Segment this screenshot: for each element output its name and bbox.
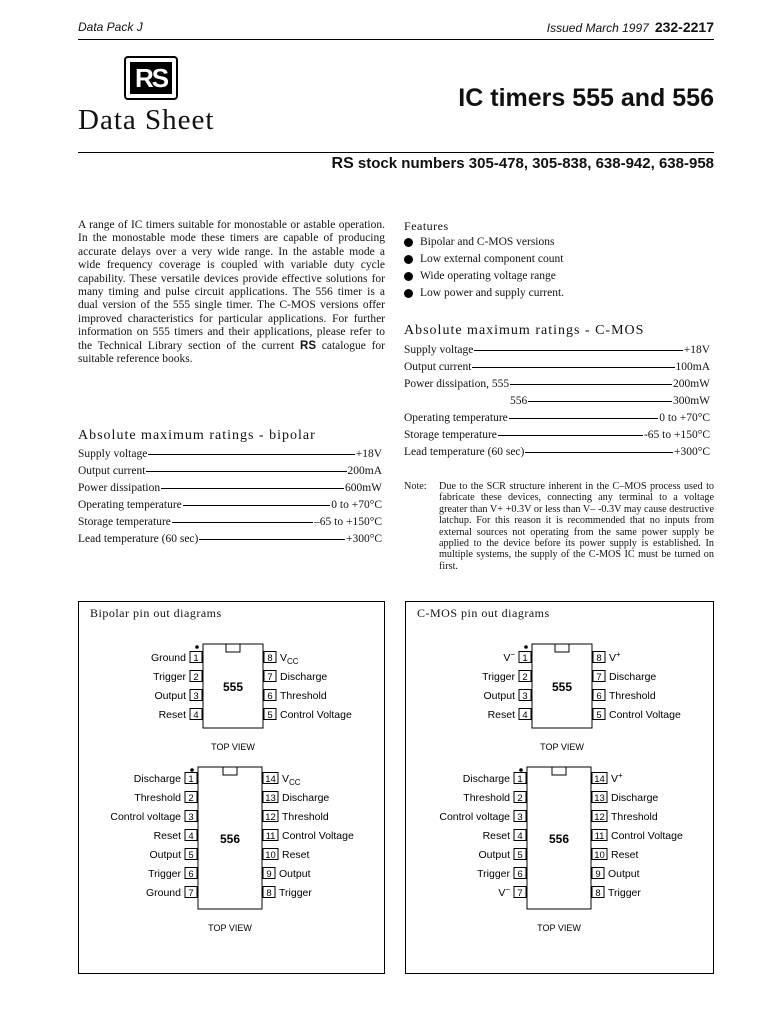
intro-text-end: catalogue for suitable reference books. <box>78 339 386 366</box>
pin-label: Trigger <box>279 887 312 899</box>
pin-number: 4 <box>193 710 199 721</box>
rating-label: Operating temperature <box>404 412 508 424</box>
pin-number: 3 <box>522 691 528 702</box>
leader-line <box>498 435 643 436</box>
bipolar-ratings-table <box>78 446 382 548</box>
pin-label: Output <box>478 849 510 861</box>
pin-label: Output <box>149 849 181 861</box>
pin-label: Ground <box>145 887 181 899</box>
leader-line <box>525 452 673 453</box>
pin-number: 12 <box>594 812 605 823</box>
superscript-plus: + <box>618 771 623 780</box>
rating-label: Lead temperature (60 sec) <box>404 446 525 458</box>
pin-number: 10 <box>265 850 276 861</box>
leader-line <box>172 522 313 523</box>
rating-label: Storage temperature <box>404 429 497 441</box>
rating-label: Storage temperature <box>78 516 171 528</box>
pin-number: 9 <box>595 869 601 880</box>
bipolar-pinout-title: Bipolar pin out diagrams <box>90 606 222 620</box>
bullet-icon <box>404 255 413 264</box>
chip-label: 555 <box>222 680 244 694</box>
pin-label: Threshold <box>609 690 656 702</box>
pin-number: 14 <box>265 774 276 785</box>
pin-label: Threshold <box>611 811 658 823</box>
rating-label: Supply voltage <box>404 344 474 356</box>
pin-number: 5 <box>596 710 602 721</box>
header-rule <box>78 39 714 40</box>
pin-label: Reset <box>158 709 186 721</box>
rating-value: 300mW <box>672 395 710 407</box>
rating-label: Supply voltage <box>78 448 148 460</box>
pin-label: Reset <box>487 709 515 721</box>
pin-number: 2 <box>193 672 199 683</box>
leader-line <box>148 454 354 455</box>
feature-text: Bipolar and C-MOS versions <box>420 236 555 248</box>
rating-value: 0 to +70°C <box>331 499 382 511</box>
pin-label: Control Voltage <box>609 709 681 721</box>
pin-number: 11 <box>265 831 276 842</box>
bullet-icon <box>404 238 413 247</box>
pin-number: 5 <box>188 850 194 861</box>
pin-label: Threshold <box>463 792 510 804</box>
data-sheet-heading: Data Sheet <box>78 104 215 136</box>
pin-label: Output <box>154 690 186 702</box>
pin-number: 3 <box>188 812 194 823</box>
rating-row <box>404 444 710 461</box>
stock-numbers <box>332 155 714 173</box>
subscript-cc: CC <box>289 778 301 787</box>
rating-row <box>404 410 710 427</box>
pin-number: 7 <box>517 888 523 899</box>
pin-label: Reset <box>611 849 639 861</box>
pin-number: 3 <box>517 812 523 823</box>
ic-notch <box>223 767 237 775</box>
chip-label: 556 <box>548 832 570 846</box>
rating-value: +18V <box>683 344 710 356</box>
rating-value: +300°C <box>345 533 382 545</box>
pin1-dot <box>190 768 194 772</box>
pin-number: 4 <box>188 831 194 842</box>
pin-label: Reset <box>482 830 510 842</box>
pin-number: 6 <box>267 691 273 702</box>
pin-label: Control Voltage <box>611 830 683 842</box>
leader-line <box>528 401 672 402</box>
pin-label: Threshold <box>134 792 181 804</box>
pin-number: 8 <box>266 888 272 899</box>
rating-row <box>78 531 382 548</box>
bullet-icon <box>404 289 413 298</box>
pin-number: 10 <box>594 850 605 861</box>
bipolar-ratings-heading: Absolute maximum ratings - bipolar <box>78 428 316 443</box>
pin-label: $V_{CC}$ <box>282 773 301 787</box>
rating-value: -65 to +150°C <box>643 429 710 441</box>
rating-row <box>78 497 382 514</box>
data-pack-label: Data Pack J <box>78 20 143 34</box>
leader-line <box>474 350 682 351</box>
pin-number: 13 <box>594 793 605 804</box>
pin-number: 1 <box>517 774 523 785</box>
pin-number: 6 <box>188 869 194 880</box>
feature-text: Wide operating voltage range <box>420 270 556 282</box>
ic-notch <box>555 644 569 652</box>
cmos-pinout-title: C-MOS pin out diagrams <box>417 606 550 620</box>
pin-number: 1 <box>188 774 194 785</box>
pin-number: 1 <box>193 653 199 664</box>
pin-label: $V_{CC}$ <box>280 652 299 666</box>
pin-number: 8 <box>596 653 602 664</box>
stock-list: stock numbers 305-478, 305-838, 638-942, 638-958 <box>353 155 714 172</box>
pin-number: 2 <box>517 793 523 804</box>
feature-item <box>404 234 564 251</box>
rating-row <box>404 359 710 376</box>
pin-label: Control Voltage <box>282 830 354 842</box>
superscript-minus: − <box>505 885 510 894</box>
rating-label: Output current <box>404 361 472 373</box>
rating-label: Operating temperature <box>78 499 182 511</box>
pin-label: Control Voltage <box>280 709 352 721</box>
pin-number: 8 <box>595 888 601 899</box>
note <box>404 481 714 572</box>
leader-line <box>183 505 331 506</box>
rating-row <box>78 514 382 531</box>
pin-number: 5 <box>267 710 273 721</box>
rs-logo-text: RS <box>130 62 172 94</box>
note-label: Note: <box>404 481 427 492</box>
intro-text: A range of IC timers suitable for monostable or astable operation. In the monostable mode these timers are capable of producing accurate delays over a very wide range. In the astable mode a wide frequency coverage is coupled with variable duty cycle capability. These versatile devices provide effective solutions for many timing and pulse circuit applications. The 556 timer is a dual version of the 555 single timer. The C-MOS versions offer improved characteristics for particular applications. For further information on 555 timers and their applications, please refer to the Technical Library section of the current <box>78 219 385 352</box>
pin-label: Discharge <box>282 792 330 804</box>
pin-label: Trigger <box>153 671 186 683</box>
bipolar-pinout-diagrams <box>79 602 384 973</box>
top-view-label: TOP VIEW <box>208 923 252 933</box>
ic-notch <box>552 767 566 775</box>
top-view-label: TOP VIEW <box>540 742 584 752</box>
pin-label: Discharge <box>280 671 328 683</box>
leader-line <box>161 488 344 489</box>
pin-number: 9 <box>266 869 272 880</box>
pin-number: 2 <box>188 793 194 804</box>
pin-number: 12 <box>265 812 276 823</box>
pin-number: 6 <box>517 869 523 880</box>
pin-number: 13 <box>265 793 276 804</box>
pin-label: Discharge <box>611 792 659 804</box>
rating-label: Output current <box>78 465 146 477</box>
rating-row <box>404 376 710 393</box>
rating-label: Power dissipation, 555 <box>404 378 510 390</box>
chip-label: 556 <box>219 832 241 846</box>
pin-label: V+ <box>609 650 621 664</box>
subscript-cc: CC <box>287 657 299 666</box>
pin-label: Ground <box>150 652 186 664</box>
superscript-plus: + <box>616 650 621 659</box>
leader-line <box>146 471 346 472</box>
rs-logo <box>124 56 178 100</box>
rating-row <box>404 342 710 359</box>
pin-label: Discharge <box>609 671 657 683</box>
pin-label: Threshold <box>282 811 329 823</box>
pin1-dot <box>519 768 523 772</box>
cmos-ratings-table <box>404 342 710 461</box>
pin-label: Trigger <box>477 868 510 880</box>
rating-value: 0 to +70°C <box>659 412 710 424</box>
feature-text: Low external component count <box>420 253 564 265</box>
pin1-dot <box>195 645 199 649</box>
pin-number: 5 <box>517 850 523 861</box>
pin-label: V− <box>498 885 510 899</box>
pin-number: 7 <box>596 672 602 683</box>
stock-rs: RS <box>331 155 354 172</box>
pin-label: V+ <box>611 771 623 785</box>
pin-number: 1 <box>522 653 528 664</box>
leader-line <box>472 367 674 368</box>
bipolar-pinout-box <box>78 601 385 974</box>
pin1-dot <box>524 645 528 649</box>
features-heading: Features <box>404 219 449 233</box>
bullet-icon <box>404 272 413 281</box>
issue-info <box>547 19 714 35</box>
features-list <box>404 234 564 302</box>
pin-label: Trigger <box>482 671 515 683</box>
feature-text: Low power and supply current. <box>420 287 565 299</box>
rating-row <box>78 446 382 463</box>
leader-line <box>509 418 659 419</box>
rating-value: 200mA <box>347 465 382 477</box>
rating-value: –65 to +150°C <box>314 516 382 528</box>
pin-label: Trigger <box>148 868 181 880</box>
rating-row <box>404 393 710 410</box>
pin-label: Reset <box>153 830 181 842</box>
superscript-minus: − <box>510 650 515 659</box>
pin-number: 8 <box>267 653 273 664</box>
cmos-ratings-heading: Absolute maximum ratings - C-MOS <box>404 323 645 338</box>
rating-row <box>78 480 382 497</box>
pin-label: Output <box>483 690 515 702</box>
rating-value: 200mW <box>672 378 710 390</box>
pin-label: Output <box>279 868 311 880</box>
pin-number: 14 <box>594 774 605 785</box>
cmos-pinout-diagrams <box>406 602 713 973</box>
cmos-pinout-box <box>405 601 714 974</box>
leader-line <box>510 384 672 385</box>
pin-label: Control voltage <box>110 811 181 823</box>
pin-label: Output <box>608 868 640 880</box>
pin-number: 2 <box>522 672 528 683</box>
pin-label: Reset <box>282 849 310 861</box>
note-text: Due to the SCR structure inherent in the C–MOS process used to fabricate these devices, connecting any terminal to a voltage greater than V+ +0.3V or less than V– -0.3V may cause destructive latchup. For this reason it is recommended that no inputs from external sources not operating from the same power supply be applied to the device before its power supply is established. In multiple systems, the supply of the C-MOS IC must be turned on first. <box>439 481 714 572</box>
pin-number: 4 <box>517 831 523 842</box>
page-title: IC timers 555 and 556 <box>458 84 714 112</box>
leader-line <box>199 539 345 540</box>
pin-label: Discharge <box>462 773 510 785</box>
document-code: 232-2217 <box>654 19 714 35</box>
rating-label: Lead temperature (60 sec) <box>78 533 199 545</box>
feature-item <box>404 268 564 285</box>
rating-label: 556 <box>510 395 528 407</box>
pin-number: 6 <box>596 691 602 702</box>
pin-label: V− <box>503 650 515 664</box>
issue-date: Issued March 1997 <box>546 21 649 35</box>
rating-row <box>404 427 710 444</box>
rating-value: +300°C <box>673 446 710 458</box>
pin-label: Threshold <box>280 690 327 702</box>
pin-number: 11 <box>594 831 605 842</box>
title-rule <box>78 152 714 153</box>
pin-number: 7 <box>188 888 194 899</box>
feature-item <box>404 251 564 268</box>
pin-number: 4 <box>522 710 528 721</box>
pin-number: 3 <box>193 691 199 702</box>
top-view-label: TOP VIEW <box>537 923 581 933</box>
ic-notch <box>226 644 240 652</box>
pin-label: Control voltage <box>439 811 510 823</box>
feature-item <box>404 285 564 302</box>
rating-value: 100mA <box>675 361 710 373</box>
intro-paragraph <box>78 219 385 366</box>
rating-row <box>78 463 382 480</box>
rating-label: Power dissipation <box>78 482 161 494</box>
chip-label: 555 <box>551 680 573 694</box>
pin-number: 7 <box>267 672 273 683</box>
intro-rs: RS <box>300 339 316 352</box>
pin-label: Discharge <box>133 773 181 785</box>
pin-label: Trigger <box>608 887 641 899</box>
rating-value: +18V <box>355 448 382 460</box>
top-view-label: TOP VIEW <box>211 742 255 752</box>
rating-value: 600mW <box>344 482 382 494</box>
